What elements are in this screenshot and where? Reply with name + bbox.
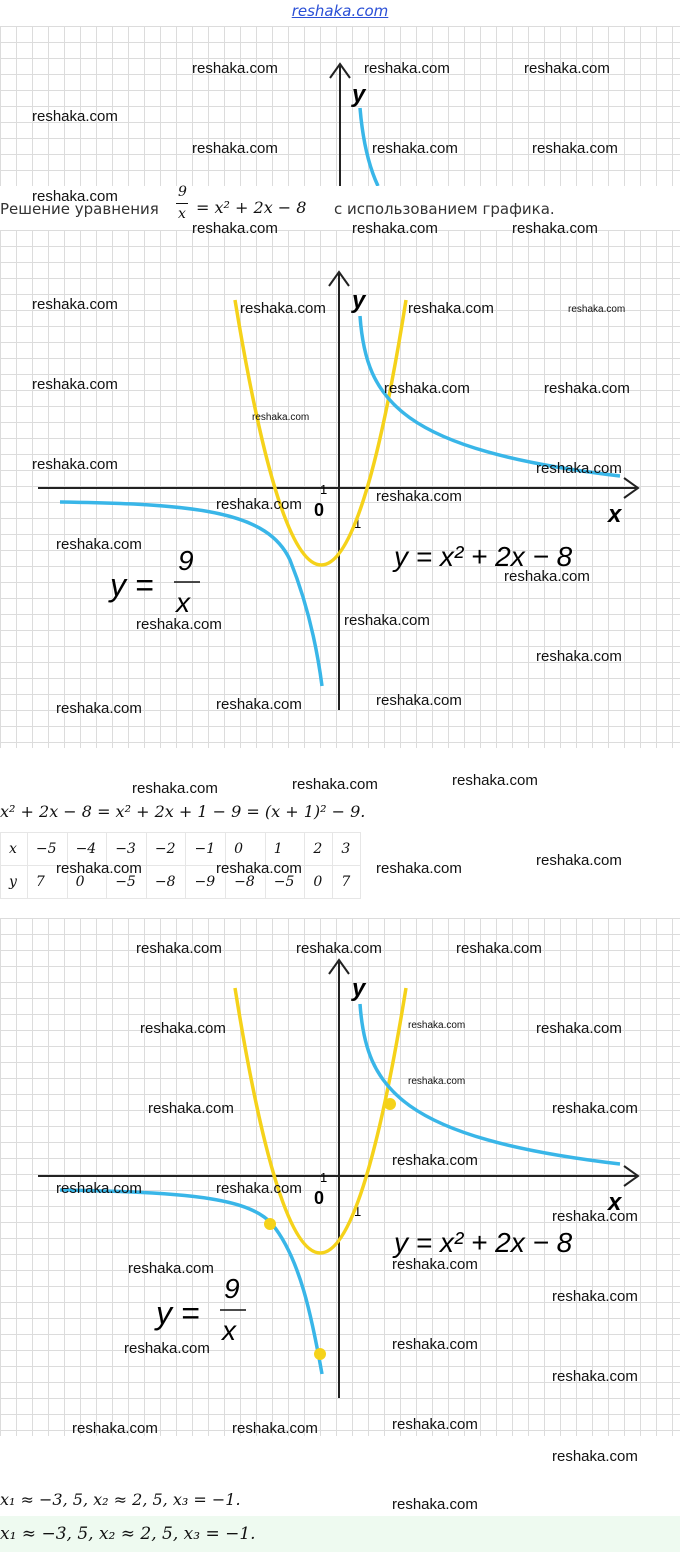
watermark: reshaka.com [552, 1368, 638, 1385]
table-cell: −5 [265, 866, 305, 899]
watermark: reshaka.com [504, 568, 590, 585]
watermark: reshaka.com [192, 220, 278, 237]
watermark: reshaka.com [364, 60, 450, 77]
watermark: reshaka.com [392, 1336, 478, 1353]
table-cell: 1 [265, 833, 305, 866]
watermark: reshaka.com [216, 496, 302, 513]
watermark: reshaka.com [232, 1420, 318, 1437]
watermark: reshaka.com [536, 460, 622, 477]
answer-line-2: x₁ ≈ −3, 5, x₂ ≈ 2, 5, x₃ = −1. [0, 1524, 256, 1544]
table-cell: 0 [226, 833, 266, 866]
watermark: reshaka.com [376, 692, 462, 709]
watermark: reshaka.com [216, 696, 302, 713]
watermark: reshaka.com [128, 1260, 214, 1277]
watermark: reshaka.com [56, 1180, 142, 1197]
watermark: reshaka.com [536, 1020, 622, 1037]
unit-y-label: 1 [320, 1170, 328, 1185]
watermark: reshaka.com [32, 188, 118, 205]
watermark: reshaka.com [544, 380, 630, 397]
table-row [1, 866, 361, 899]
watermark: reshaka.com [408, 1076, 466, 1087]
caption-frac-num: 9 [178, 184, 187, 200]
watermark: reshaka.com [136, 940, 222, 957]
table-cell: 7 [333, 866, 361, 899]
table-header-x: x [1, 833, 28, 866]
watermark: reshaka.com [392, 1152, 478, 1169]
watermark: reshaka.com [292, 776, 378, 793]
watermark: reshaka.com [568, 304, 626, 315]
intersection-point [264, 1218, 276, 1230]
watermark: reshaka.com [216, 860, 302, 877]
table-cell: −5 [107, 866, 147, 899]
parabola-formula: y = x² + 2x − 8 [394, 1227, 573, 1258]
values-table [0, 832, 361, 899]
graph-1 [0, 26, 680, 186]
watermark: reshaka.com [532, 140, 618, 157]
y-axis-label: y [352, 287, 366, 314]
watermark: reshaka.com [384, 380, 470, 397]
graph-3 [0, 918, 680, 1436]
hyperbola-left [60, 500, 325, 686]
site-link[interactable]: reshaka.com [291, 2, 389, 20]
table-cell: −3 [107, 833, 147, 866]
table-cell: 0 [67, 866, 107, 899]
table-cell: 3 [333, 833, 361, 866]
watermark: reshaka.com [552, 1448, 638, 1465]
watermark: reshaka.com [536, 648, 622, 665]
watermark: reshaka.com [140, 1020, 226, 1037]
watermark: reshaka.com [408, 1020, 466, 1031]
caption-prefix: Решение уравнения [0, 200, 159, 218]
parabola [235, 300, 406, 565]
answer-box [0, 1516, 680, 1552]
y-axis-label: y [352, 975, 366, 1002]
watermark: reshaka.com [32, 376, 118, 393]
y-axis-label: y [352, 81, 366, 108]
parabola-formula: y = x² + 2x − 8 [394, 541, 573, 572]
watermark: reshaka.com [216, 1180, 302, 1197]
watermark: reshaka.com [392, 1256, 478, 1273]
origin-label: 0 [314, 500, 325, 520]
watermark: reshaka.com [452, 772, 538, 789]
watermark: reshaka.com [344, 612, 430, 629]
table-cell: −1 [186, 833, 226, 866]
watermark: reshaka.com [72, 1420, 158, 1437]
table-row [1, 833, 361, 866]
table-cell: 2 [305, 833, 333, 866]
watermark: reshaka.com [32, 456, 118, 473]
intersection-point [384, 1098, 396, 1110]
hyperbola-formula [154, 1273, 246, 1346]
table-cell: −2 [146, 833, 186, 866]
hyperbola-den: x [176, 587, 190, 618]
x-axis-label: x [608, 1189, 622, 1216]
table-cell: −8 [226, 866, 266, 899]
watermark: reshaka.com [376, 860, 462, 877]
watermark: reshaka.com [124, 1340, 210, 1357]
intersection-point [314, 1348, 326, 1360]
watermark: reshaka.com [132, 780, 218, 797]
watermark: reshaka.com [552, 1208, 638, 1225]
table-cell: −9 [186, 866, 226, 899]
watermark: reshaka.com [32, 296, 118, 313]
watermark: reshaka.com [536, 852, 622, 869]
watermark: reshaka.com [252, 412, 310, 423]
watermark: reshaka.com [148, 1100, 234, 1117]
watermark: reshaka.com [512, 220, 598, 237]
unit-x-label: 1 [354, 516, 362, 531]
watermark: reshaka.com [240, 300, 326, 317]
watermark: reshaka.com [192, 140, 278, 157]
watermark: reshaka.com [392, 1416, 478, 1433]
watermark: reshaka.com [56, 860, 142, 877]
table-header-y: y [1, 866, 28, 899]
table-cell: −8 [146, 866, 186, 899]
hyperbola-den: x [222, 1315, 236, 1346]
watermark: reshaka.com [56, 700, 142, 717]
caption-frac-den: x [178, 206, 186, 222]
watermark: reshaka.com [192, 60, 278, 77]
hyperbola-num: 9 [178, 545, 194, 576]
x-axis-label: x [608, 501, 622, 528]
table-cell: −5 [27, 833, 67, 866]
unit-x-label: 1 [354, 1204, 362, 1219]
watermark: reshaka.com [372, 140, 458, 157]
hyperbola-num: 9 [224, 1273, 240, 1304]
origin-label: 0 [314, 1188, 325, 1208]
watermark: reshaka.com [296, 940, 382, 957]
watermark: reshaka.com [456, 940, 542, 957]
unit-y-label: 1 [320, 482, 328, 497]
caption-equation: = x² + 2x − 8 [196, 198, 307, 217]
watermark: reshaka.com [524, 60, 610, 77]
answer-line-1: x₁ ≈ −3, 5, x₂ ≈ 2, 5, x₃ = −1. [0, 1490, 241, 1509]
table-cell: −4 [67, 833, 107, 866]
caption-suffix: с использованием графика. [334, 200, 555, 218]
watermark: reshaka.com [408, 300, 494, 317]
watermark: reshaka.com [32, 108, 118, 125]
watermark: reshaka.com [392, 1496, 478, 1513]
watermark: reshaka.com [552, 1100, 638, 1117]
watermark: reshaka.com [352, 220, 438, 237]
hyperbola-lhs: y = [110, 567, 154, 603]
transform-line: x² + 2x − 8 = x² + 2x + 1 − 9 = (x + 1)² − 9. [0, 802, 366, 821]
table-cell: 7 [27, 866, 67, 899]
watermark: reshaka.com [376, 488, 462, 505]
hyperbola-formula [108, 545, 200, 618]
watermark: reshaka.com [56, 536, 142, 553]
table-cell: 0 [305, 866, 333, 899]
caption-frac-bar [176, 203, 188, 204]
watermark: reshaka.com [136, 616, 222, 633]
hyperbola-lhs: y = [156, 1295, 200, 1331]
watermark: reshaka.com [552, 1288, 638, 1305]
